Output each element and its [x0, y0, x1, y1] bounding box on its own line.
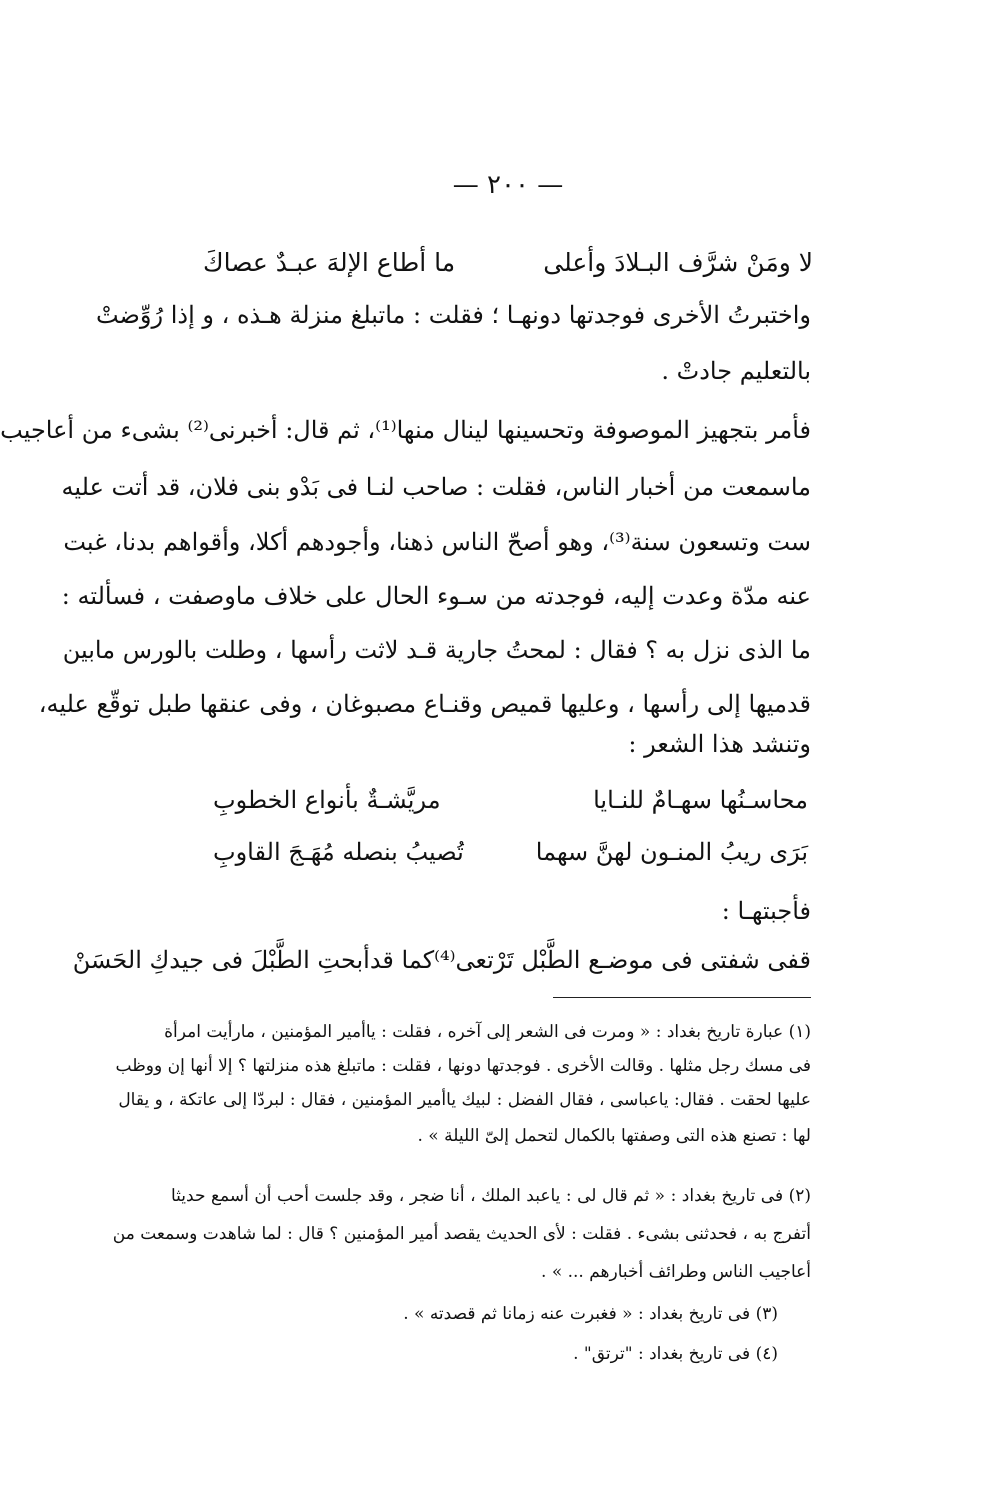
- paragraph1-line: واختبرتُ الأخرى فوجدتها دونهـا ؛ فقلت : ماتبلغ منزلة هـذه ، و إذا رُوِّضتْ: [95, 301, 811, 329]
- footnote-line: عليها لحقت . فقال: ياعباسى ، فقال الفضل : لبيك ياأمير المؤمنين ، فقال : لبردّا إلى عاتكة ، و يقال: [118, 1090, 811, 1110]
- opening-verse: [203, 240, 813, 284]
- footnote-line: (٢) فى تاريخ بغداد : « ثم قال لى : ياعبد الملك ، أنا ضجر ، وقد جلست أحب أن أسمع حديثا: [171, 1186, 811, 1206]
- footnote-line: لها : تصنع هذه التى وصفتها بالكمال لتحمل إلىّ الليلة » .: [417, 1126, 811, 1146]
- verse-first-hemistich: لا ومَنْ شرَّف البـلادَ وأعلى: [543, 247, 813, 277]
- footnote-line: فى مسك رجل مثلها . وقالت الأخرى . فوجدتها دونها ، فقلت : ماتبلغ هذه منزلتها ؟ إلا أنها إن ووظب: [115, 1056, 811, 1076]
- paragraph2-line: عنه مدّة وعدت إليه، فوجدته من سـوء الحال على خلاف ماوصفت ، فسألته :: [61, 582, 811, 610]
- paragraph1-line: بالتعليم جادتْ .: [661, 357, 811, 385]
- footnote-line: (٣) فى تاريخ بغداد : « فغبرت عنه زمانا ثم قصدته » .: [403, 1304, 778, 1324]
- paragraph2-line: ماسمعت من أخبار الناس، فقلت : صاحب لنـا فى بَدْو بنى فلان، قد أتت عليه: [61, 473, 811, 501]
- poem-first-hemistich: محاسـنُها سهـامٌ للنـايا: [593, 786, 808, 814]
- paragraph2-line: ست وتسعون سنة⁽³⁾، وهو أصحّ الناس ذهنا، وأجودهم أكلا، وأقواهم بدنا، غبت: [63, 528, 811, 556]
- poem-verse: [213, 778, 808, 822]
- footnote-separator: [553, 997, 811, 998]
- paragraph2-line: فأمر بتجهيز الموصوفة وتحسينها لينال منها⁽¹⁾، ثم قال: أخبرنى⁽²⁾ بشىء من أعاجيب: [0, 416, 811, 444]
- footnote-line: (٤) فى تاريخ بغداد : "ترتق" .: [573, 1344, 778, 1364]
- poem-first-hemistich: بَرَى ريبُ المنـون لهنَّ سهما: [535, 838, 808, 866]
- paragraph2-line: قدميها إلى رأسها ، وعليها قميص وقنـاع مصبوغان ، وفى عنقها طبل توقّع عليه،: [38, 690, 811, 718]
- poem-verse: [213, 830, 808, 874]
- footnote-line: (١) عبارة تاريخ بغداد : « ومرت فى الشعر إلى آخره ، فقلت : ياأمير المؤمنين ، مارأيت امرأة: [164, 1022, 811, 1042]
- answer-second-hemistich: كما قدأبحتِ الطَّبْلَ فى جيدكِ الحَسَنْ: [72, 946, 435, 974]
- footnote-line: أتفرج به ، فحدثنى بشىء . فقلت : لأى الحديث يقصد أمير المؤمنين ؟ قال : لما شاهدت وسمعت من: [112, 1224, 811, 1244]
- footnote-line: أعاجيب الناس وطرائف أخبارهم ... » .: [541, 1262, 811, 1282]
- answer-intro: فأجبتهـا :: [721, 897, 811, 925]
- verse-second-hemistich: ما أطاع الإلهَ عبـدٌ عصاكَ: [203, 247, 456, 277]
- poem-second-hemistich: مريَّشـةٌ بأنواع الخطوبِ: [213, 786, 441, 814]
- page-number: — ٢٠٠ —: [452, 170, 564, 200]
- answer-verse: [72, 938, 811, 982]
- poem-second-hemistich: تُصيبُ بنصله مُهَـجَ القاوبِ: [213, 838, 464, 866]
- paragraph2-line: وتنشد هذا الشعر :: [628, 730, 811, 758]
- paragraph2-line: ما الذى نزل به ؟ فقال : لمحتُ جارية قـد لاثت رأسها ، وطلت بالورس مابين: [62, 636, 811, 664]
- answer-first-hemistich: قفى شفتى فى موضـع الطَّبْل تَرْتعى⁽⁴⁾: [434, 946, 811, 974]
